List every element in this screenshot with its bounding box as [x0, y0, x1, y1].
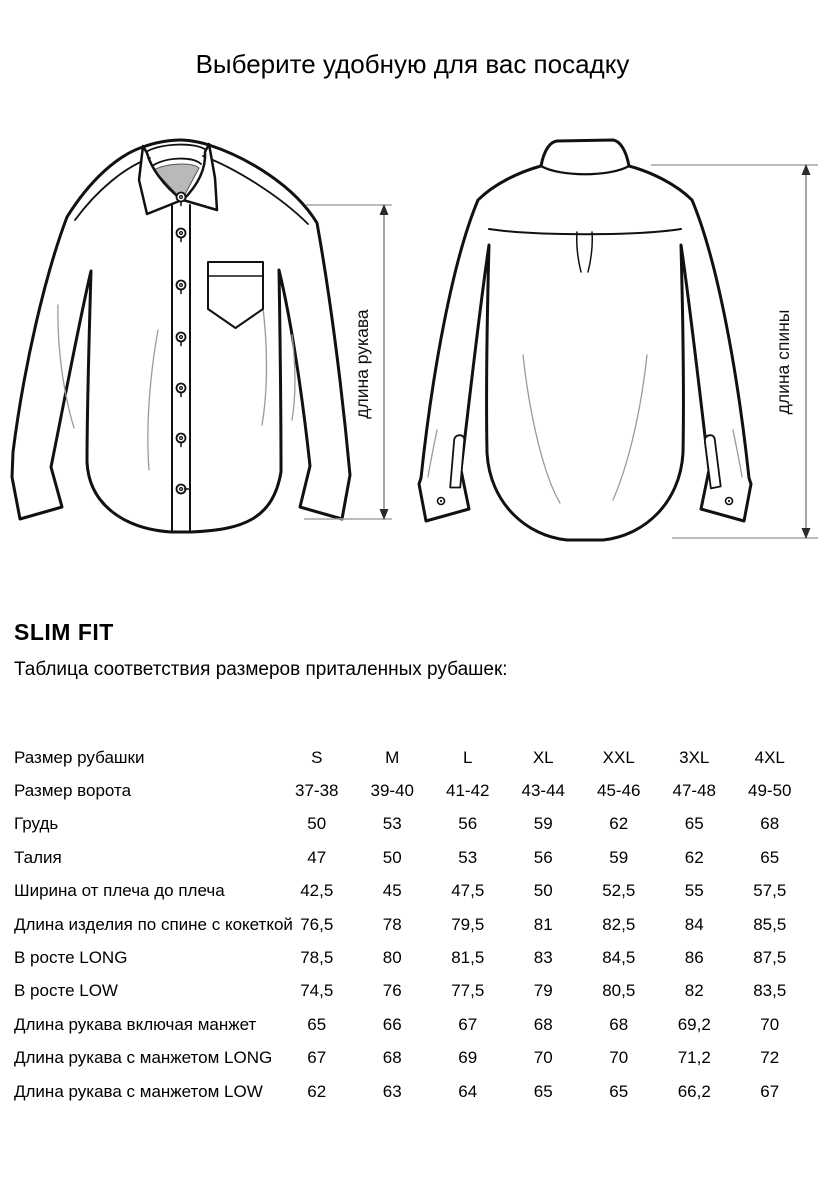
size-cell: 82	[684, 981, 704, 1001]
size-cell: 59	[609, 847, 629, 867]
size-cell: 62	[307, 1081, 327, 1101]
size-cell: 83,5	[753, 981, 787, 1001]
table-row-sleeve-cuff-long	[14, 1042, 809, 1075]
size-cell: 45	[382, 881, 402, 901]
row-label: В росте LONG	[14, 948, 128, 968]
size-cell: 43-44	[521, 781, 565, 801]
size-cell: 67	[760, 1081, 780, 1101]
size-cell: L	[463, 747, 473, 767]
size-cell: 84	[684, 914, 704, 934]
size-cell: 83	[533, 948, 553, 968]
table-row-sleeve-with-cuff	[14, 1008, 809, 1041]
size-cell: 56	[533, 847, 553, 867]
size-cell: 55	[684, 881, 704, 901]
size-cell: 76,5	[300, 914, 334, 934]
size-cell: M	[385, 747, 400, 767]
size-cell: 63	[382, 1081, 402, 1101]
table-row-back-length-yoke	[14, 908, 809, 941]
slim-fit-heading: SLIM FIT	[14, 619, 114, 645]
size-cell: 65	[307, 1014, 327, 1034]
size-cell: 50	[533, 881, 553, 901]
row-label: Размер рубашки	[14, 747, 145, 767]
size-cell: 86	[684, 948, 704, 968]
size-cell: 78,5	[300, 948, 334, 968]
front-shirt-drawing	[12, 140, 350, 532]
row-label: Длина рукава с манжетом LONG	[14, 1048, 273, 1068]
size-cell: 77,5	[451, 981, 485, 1001]
size-cell: 82,5	[602, 914, 636, 934]
size-cell: 50	[382, 847, 402, 867]
size-cell: 47	[307, 847, 327, 867]
size-cell: 84,5	[602, 948, 636, 968]
size-cell: 65	[760, 847, 780, 867]
row-label: Грудь	[14, 814, 59, 834]
size-cell: 74,5	[300, 981, 334, 1001]
size-cell: 80,5	[602, 981, 636, 1001]
back-length-label: длина спины	[773, 309, 793, 415]
size-table	[14, 741, 809, 1108]
size-cell: 85,5	[753, 914, 787, 934]
size-cell: 56	[458, 814, 478, 834]
size-cell: 65	[684, 814, 704, 834]
size-cell: 62	[684, 847, 704, 867]
row-label: Талия	[14, 847, 62, 867]
size-cell: 87,5	[753, 948, 787, 968]
size-cell: 66,2	[677, 1081, 711, 1101]
size-cell: 79	[533, 981, 553, 1001]
size-cell: 64	[458, 1081, 478, 1101]
size-cell: 68	[609, 1014, 629, 1034]
size-cell: 69,2	[677, 1014, 711, 1034]
size-cell: 65	[609, 1081, 629, 1101]
size-cell: 67	[307, 1048, 327, 1068]
sleeve-length-label: длина рукава	[352, 309, 372, 419]
table-row-height-long	[14, 941, 809, 974]
size-cell: 71,2	[677, 1048, 711, 1068]
size-cell: 50	[307, 814, 327, 834]
size-cell: 72	[760, 1048, 780, 1068]
size-cell: 45-46	[597, 781, 641, 801]
size-cell: 49-50	[748, 781, 792, 801]
size-cell: 47-48	[672, 781, 716, 801]
size-cell: 3XL	[679, 747, 710, 767]
size-cell: S	[311, 747, 323, 767]
size-cell: 52,5	[602, 881, 636, 901]
table-row-chest	[14, 808, 809, 841]
size-cell: 59	[533, 814, 553, 834]
size-cell: XL	[532, 747, 554, 767]
size-cell: 37-38	[295, 781, 339, 801]
table-description: Таблица соответствия размеров приталенных рубашек:	[14, 659, 508, 680]
size-cell: 53	[382, 814, 402, 834]
row-label: В росте LOW	[14, 981, 118, 1001]
table-row-shirt-size	[14, 741, 809, 774]
size-cell: 57,5	[753, 881, 787, 901]
shirt-diagram	[0, 115, 825, 575]
size-cell: 68	[382, 1048, 402, 1068]
size-cell: 70	[533, 1048, 553, 1068]
size-cell: 42,5	[300, 881, 334, 901]
size-cell: 66	[382, 1014, 402, 1034]
table-row-shoulder-width	[14, 875, 809, 908]
table-row-height-low	[14, 975, 809, 1008]
size-cell: 80	[382, 948, 402, 968]
row-label: Ширина от плеча до плеча	[14, 881, 225, 901]
row-label: Длина рукава с манжетом LOW	[14, 1081, 263, 1101]
size-cell: 67	[458, 1014, 478, 1034]
size-cell: 68	[533, 1014, 553, 1034]
size-cell: 68	[760, 814, 780, 834]
size-cell: 76	[382, 981, 402, 1001]
size-cell: 41-42	[446, 781, 490, 801]
size-cell: 65	[533, 1081, 553, 1101]
size-cell: 70	[609, 1048, 629, 1068]
table-row-waist	[14, 841, 809, 874]
table-row-collar-size	[14, 774, 809, 807]
size-cell: 81	[533, 914, 553, 934]
shirt-line-art	[0, 115, 825, 575]
size-cell: XXL	[602, 747, 635, 767]
table-row-sleeve-cuff-low	[14, 1075, 809, 1108]
size-cell: 81,5	[451, 948, 485, 968]
size-cell: 78	[382, 914, 402, 934]
size-cell: 62	[609, 814, 629, 834]
size-cell: 70	[760, 1014, 780, 1034]
row-label: Размер ворота	[14, 781, 132, 801]
size-cell: 69	[458, 1048, 478, 1068]
size-cell: 39-40	[370, 781, 414, 801]
row-label: Длина изделия по спине с кокеткой	[14, 914, 293, 934]
back-shirt-drawing	[419, 140, 751, 540]
page-title: Выберите удобную для вас посадку	[195, 49, 630, 79]
size-cell: 79,5	[451, 914, 485, 934]
size-cell: 47,5	[451, 881, 485, 901]
row-label: Длина рукава включая манжет	[14, 1014, 257, 1034]
size-cell: 4XL	[754, 747, 785, 767]
size-cell: 53	[458, 847, 478, 867]
